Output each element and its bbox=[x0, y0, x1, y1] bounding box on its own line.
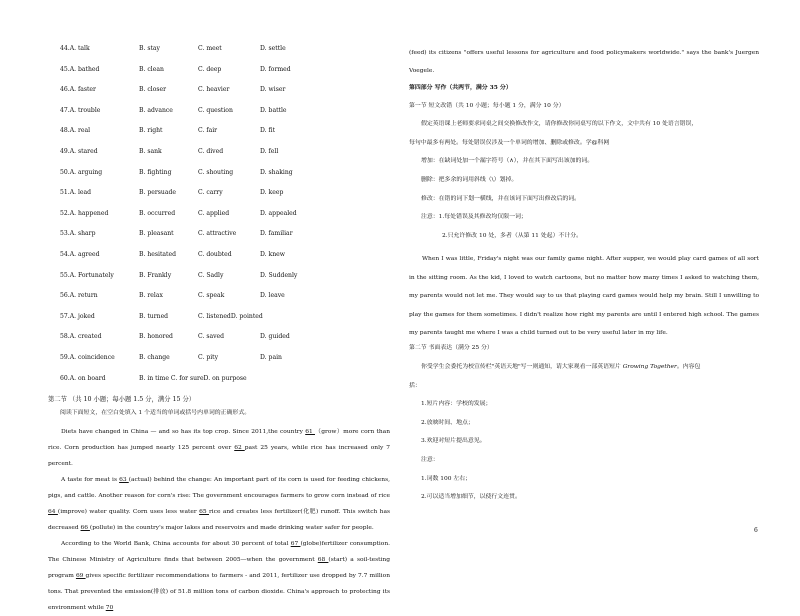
blank-67[interactable]: 67 bbox=[290, 541, 301, 548]
option-d[interactable]: D. shaking bbox=[260, 168, 293, 176]
option-a[interactable]: 49.A. stared bbox=[60, 147, 98, 155]
option-a[interactable]: 53.A. sharp bbox=[60, 230, 96, 238]
correction-rule-2: 每句中最多有两处。每处错误仅涉及一个单词的增加、删除或修改。学@科网 bbox=[409, 139, 610, 146]
option-b[interactable]: B. occurred bbox=[139, 209, 176, 217]
option-b[interactable]: B. in time C. for sureD. on purpose bbox=[139, 374, 247, 382]
blank-64[interactable]: 64 bbox=[48, 509, 58, 516]
option-b[interactable]: B. relax bbox=[139, 292, 163, 300]
option-a[interactable]: 56.A. return bbox=[60, 292, 98, 300]
blank-62[interactable]: 62 bbox=[234, 445, 245, 452]
option-row bbox=[48, 126, 390, 147]
option-row bbox=[48, 44, 390, 65]
correction-rule-1: 假定英语课上老师要求同桌之间交换修改作文，请你修改你同桌写的以下作文，文中共有 10 处语言错误， bbox=[421, 121, 698, 128]
option-row bbox=[48, 106, 390, 127]
blank-70[interactable]: 70 bbox=[105, 605, 114, 612]
option-b[interactable]: B. closer bbox=[139, 86, 167, 94]
option-row bbox=[48, 250, 390, 271]
option-d[interactable]: D. keep bbox=[260, 189, 284, 197]
option-row bbox=[48, 271, 390, 292]
passage-continuation: (feed) its citizens "offers useful lessons for agriculture and food policymakers worldwide." says the bank's Juergen Voegele. bbox=[409, 50, 759, 74]
option-row bbox=[48, 209, 390, 230]
option-a[interactable]: 48.A. real bbox=[60, 127, 91, 135]
option-a[interactable]: 58.A. created bbox=[60, 333, 102, 341]
blank-61[interactable]: 61 bbox=[305, 429, 315, 436]
option-row bbox=[48, 291, 390, 312]
option-row bbox=[48, 332, 390, 353]
option-c[interactable]: C. meet bbox=[198, 45, 222, 52]
option-b[interactable]: B. pleasant bbox=[139, 230, 174, 238]
correction-note-2: 2.只允许修改 10 处，多者（从第 11 处起）不计分。 bbox=[442, 232, 583, 239]
option-row bbox=[48, 85, 390, 106]
option-c[interactable]: C. doubted bbox=[198, 250, 232, 258]
option-c[interactable]: C. carry bbox=[198, 189, 223, 197]
passage-paragraph-1: Diets have changed in China — and so has its top crop. Since 2011,the country 61 （grow）more corn than rice. Corn production has jumped nearly 125 percent over 62 past 25 years, while rice has increased only 7 percent. bbox=[48, 429, 391, 468]
writing-task: 你受学生会委托为校宣传栏"英语天地"写一则通知，请大家观看一部英语短片 Growing Together。内容包 bbox=[421, 363, 701, 370]
blank-66[interactable]: 66 bbox=[80, 525, 90, 532]
option-d[interactable]: D. guided bbox=[260, 333, 290, 341]
option-row bbox=[48, 147, 390, 168]
passage-paragraph-3: According to the World Bank, China accounts for about 30 percent of total 67 (globe)fertilizer consumption. The Chinese Ministry of Agriculture finds that between 2005—when the government 68 (start) a soil-testing program 69 gives specific fertilizer recommendations to farmers - and 2011, fertilizer use dropped by 7.7 million tons. That prevented the emission(排放) of 51.8 million tons of carbon dioxide. China's approach to protecting its environment while 70 bbox=[48, 541, 390, 612]
option-d[interactable]: D. battle bbox=[260, 106, 287, 114]
left-column bbox=[48, 44, 390, 616]
option-a[interactable]: 55.A. Fortunately bbox=[60, 271, 114, 279]
option-a[interactable]: 44.A. talk bbox=[60, 45, 90, 52]
option-d[interactable]: D. settle bbox=[260, 45, 286, 52]
option-row bbox=[48, 353, 390, 374]
part4-title: 第四部分 写作（共两节，满分 35 分） bbox=[409, 84, 512, 91]
option-d[interactable]: D. pain bbox=[260, 353, 282, 361]
option-c[interactable]: C. applied bbox=[198, 209, 230, 217]
option-d[interactable]: D. leave bbox=[260, 292, 285, 300]
option-row bbox=[48, 374, 390, 395]
option-d[interactable]: D. fit bbox=[260, 127, 276, 135]
blank-69[interactable]: 69 bbox=[75, 573, 86, 580]
option-d[interactable]: D. familiar bbox=[260, 230, 293, 238]
option-c[interactable]: C. attractive bbox=[198, 230, 237, 238]
option-a[interactable]: 54.A. agreed bbox=[60, 250, 100, 258]
option-c[interactable]: C. fair bbox=[198, 127, 218, 135]
writing-task-cont: 括： bbox=[409, 382, 421, 389]
option-c[interactable]: C. deep bbox=[198, 65, 222, 73]
option-row bbox=[48, 168, 390, 189]
option-b[interactable]: B. hesitated bbox=[139, 250, 176, 258]
option-a[interactable]: 59.A. coincidence bbox=[60, 353, 115, 361]
option-b[interactable]: B. advance bbox=[139, 106, 173, 114]
option-a[interactable]: 45.A. bathed bbox=[60, 65, 100, 73]
writing-note-1: 1.词数 100 左右； bbox=[421, 475, 472, 482]
option-c[interactable]: C. question bbox=[198, 106, 233, 114]
option-d[interactable]: D. knew bbox=[260, 250, 285, 258]
option-d[interactable]: D. appealed bbox=[260, 209, 297, 217]
option-d[interactable]: D. wiser bbox=[260, 86, 286, 94]
option-row bbox=[48, 188, 390, 209]
option-c[interactable]: C. heavier bbox=[198, 86, 230, 94]
blank-65[interactable]: 65 bbox=[199, 509, 209, 516]
option-row bbox=[48, 65, 390, 86]
option-b[interactable]: B. turned bbox=[139, 312, 169, 320]
option-b[interactable]: B. right bbox=[139, 127, 163, 135]
option-list bbox=[48, 44, 390, 394]
option-c[interactable]: C. dived bbox=[198, 147, 224, 155]
option-b[interactable]: B. change bbox=[139, 353, 170, 361]
option-c[interactable]: C. saved bbox=[198, 333, 225, 341]
option-a[interactable]: 50.A. arguing bbox=[60, 168, 103, 176]
writing-point-3: 3.欢迎对短片提出意见。 bbox=[421, 438, 486, 445]
option-row bbox=[48, 312, 390, 333]
correction-rule-modify: 修改：在错的词下划一横线，并在该词下面写出修改后的词。 bbox=[421, 195, 581, 202]
option-b[interactable]: B. fighting bbox=[139, 168, 172, 176]
correction-note-1: 注意：1.每处错误及其修改均仅限一词； bbox=[421, 214, 527, 221]
error-correction-essay[interactable]: When I was little, Friday's night was our family game night. After supper, we would play card games of all sort in the sitting room. As the kid, I loved to watch cartoons, but no matter how many times I asked to watching them, my parents would not let me. They would say to us that playing card games would help my brain. Still I unwilling to play the games for them sometimes. I didn't realize how right my parents are until I entered high school. The games my parents taught me where I was a child turned out to be very useful later in my life. bbox=[409, 256, 759, 336]
option-row bbox=[48, 229, 390, 250]
error-correction-title: 第一节 短文改错（共 10 小题；每小题 1 分，满分 10 分） bbox=[409, 102, 565, 109]
correction-rule-delete: 删除：把多余的词用斜线（\）划掉。 bbox=[421, 176, 518, 183]
writing-point-2: 2.放映时间、地点； bbox=[421, 419, 474, 426]
blank-63[interactable]: 63 bbox=[119, 477, 129, 484]
correction-rule-add: 增加：在缺词处加一个漏字符号（∧），并在其下面写出该加的词。 bbox=[421, 158, 594, 165]
option-c[interactable]: C. pity bbox=[198, 353, 219, 361]
blank-68[interactable]: 68 bbox=[317, 557, 329, 564]
movie-title: Growing Together bbox=[622, 363, 677, 370]
section2-title: 第二节 （共 10 小题；每小题 1.5 分，满分 15 分） bbox=[48, 396, 196, 404]
option-a[interactable]: 57.A. joked bbox=[60, 312, 95, 320]
option-a[interactable]: 52.A. happened bbox=[60, 209, 109, 217]
option-a[interactable]: 51.A. lead bbox=[60, 189, 92, 197]
right-column bbox=[409, 44, 759, 512]
option-b[interactable]: B. clean bbox=[139, 65, 164, 73]
option-b[interactable]: B. stay bbox=[139, 45, 161, 52]
cloze-instruction: 阅读下面短文，在空白处填入 1 个适当的单词或括号内单词的正确形式。 bbox=[60, 410, 251, 417]
option-c[interactable]: C. listenedD. pointed bbox=[198, 312, 263, 320]
writing-section-title: 第二节 书面表达（满分 25 分） bbox=[409, 345, 493, 352]
option-c[interactable]: C. Sadly bbox=[198, 271, 224, 279]
option-a[interactable]: 46.A. faster bbox=[60, 86, 96, 94]
option-b[interactable]: B. honored bbox=[139, 333, 173, 341]
writing-note-2: 2.可以适当增加细节，以使行文连贯。 bbox=[421, 494, 521, 501]
option-a[interactable]: 47.A. trouble bbox=[60, 106, 101, 114]
option-b[interactable]: B. persuade bbox=[139, 189, 176, 197]
option-d[interactable]: D. formed bbox=[260, 65, 291, 73]
passage-paragraph-2: A taste for meat is 63 (actual) behind the change: An important part of its corn is used for feeding chickens, pigs, and cattle. Another reason for corn's rise: The government encourages farmers to grow corn instead of rice 64 (improve) water quality. Corn uses less water 65 rice and creates less fertilizer(化肥) runoff. This switch has decreased 66 (pollute) in the country's major lakes and reservoirs and made drinking water safer for people. bbox=[48, 477, 391, 532]
writing-point-1: 1.短片内容：学校的发展； bbox=[421, 401, 492, 408]
option-b[interactable]: B. sank bbox=[139, 147, 162, 155]
option-a[interactable]: 60.A. on board bbox=[60, 374, 106, 382]
option-d[interactable]: D. Suddenly bbox=[260, 271, 298, 279]
option-c[interactable]: C. shouting bbox=[198, 168, 234, 176]
writing-note-title: 注意： bbox=[421, 456, 439, 463]
option-d[interactable]: D. fell bbox=[260, 147, 279, 155]
page-number: 6 bbox=[754, 527, 758, 534]
option-c[interactable]: C. speak bbox=[198, 292, 225, 300]
option-b[interactable]: B. Frankly bbox=[139, 271, 172, 279]
